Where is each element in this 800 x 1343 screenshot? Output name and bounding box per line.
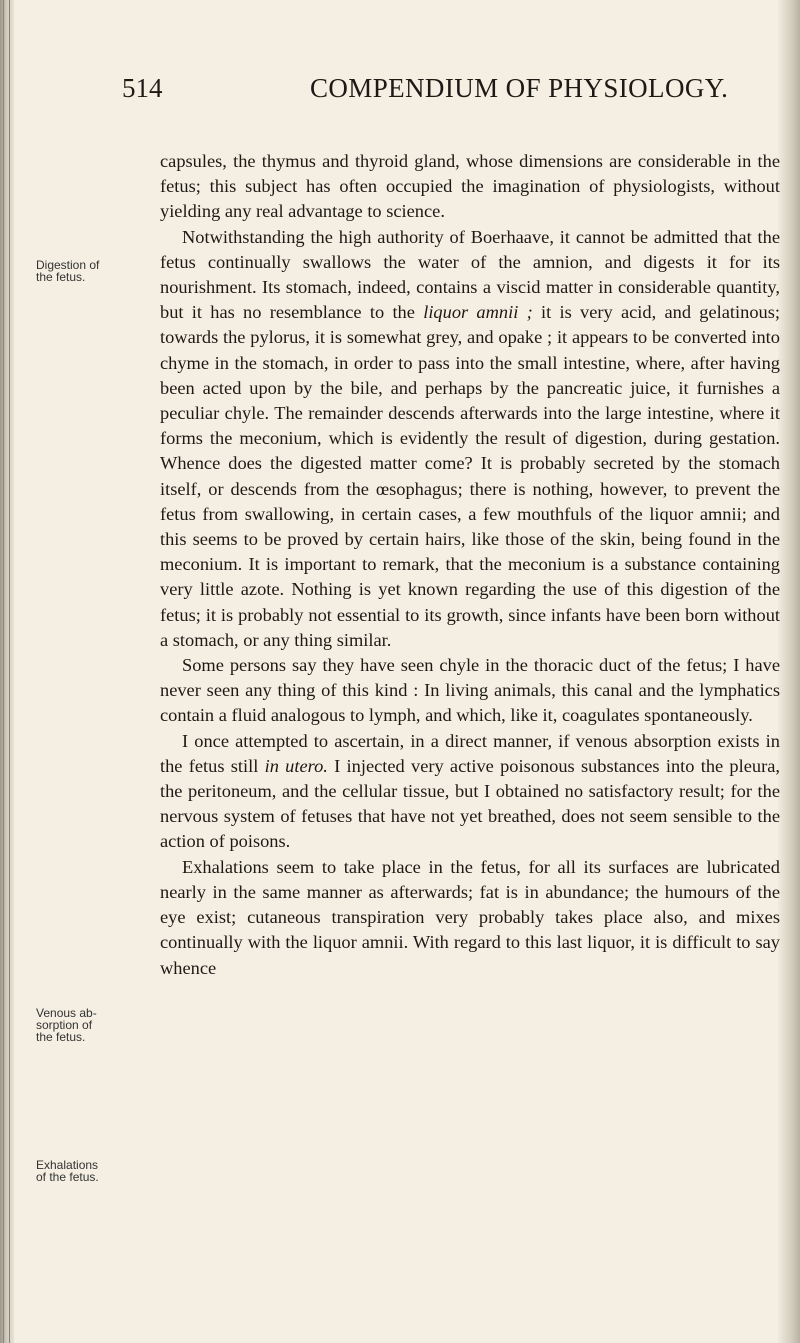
paragraph-text: capsules, the thymus and thyroid gland, whose dimensions are considerable in the fetus; this subject has often occupied the imagination of physiologists, without yielding any real advantage to science. [160,151,780,222]
binding-line [9,0,10,1343]
margin-note-exhalations [36,1159,154,1183]
paragraph [160,653,780,729]
margin-note-venous-absorption [36,1007,154,1043]
margin-note-line: Digestion of [36,258,100,272]
italic-term: in utero. [264,755,328,776]
paragraph [160,855,780,981]
margin-note-line: of the fetus. [36,1170,99,1184]
paragraph-text: I injected very active poisonous substances into the pleura, the peritoneum, and the cellular tissue, but I obtained no satisfactory result; for the nervous system of fetuses that have not yet breathed, does not seem sensible to the action of poisons. [160,755,780,852]
paragraph [160,149,780,225]
paragraph-text: Exhalations seem to take place in the fetus, for all its surfaces are lubricated nearly in the same manner as afterwards; fat is in abundance; the humours of the eye exist; cutaneous transpiration very probably takes place also, and mixes continually with the liquor amnii. With regard to this last liquor, it is difficult to say whence [160,856,780,978]
paragraph-text: it is very acid, and gelatinous; towards the pylorus, it is somewhat grey, and opake ; it appears to be converted into chyme in the stomach, in order to pass into the small intestine, where, after having been acted upon by the bile, and perhaps by the pancreatic juice, it furnishes a peculiar chyle. The remainder descends afterwards into the large intestine, where it forms the meconium, which is evidently the result of digestion, during gestation. Whence does the digested matter come? It is probably secreted by the stomach itself, or descends from the œsophagus; there is nothing, however, to prevent the fetus from swallowing, in certain cases, a few mouthfuls of the liquor amnii; and this seems to be proved by certain hairs, like those of the skin, being found in the meconium. It is important to remark, that the meconium is a substance containing very little azote. Nothing is yet known regarding the use of this digestion of the fetus; it is probably not essential to its growth, since infants have been born without a stomach, or any thing similar. [160,302,780,650]
paragraph-text: Some persons say they have seen chyle in the thoracic duct of the fetus; I have never seen any thing of this kind : In living animals, this canal and the lymphatics contain a fluid analogous to lymph, and which, like it, coagulates spontaneously. [160,655,780,726]
body-text [160,149,780,981]
margin-note-digestion [36,259,154,283]
paragraph [160,729,780,855]
page-header [0,70,800,110]
page-right-edge [778,0,800,1343]
margin-note-line: the fetus. [36,270,86,284]
italic-term: liquor amnii ; [423,302,533,323]
paragraph [160,225,780,653]
paragraph-text: I once attempted to ascertain, in a direct manner, if venous absorption exists in the fetus still [160,730,780,776]
margin-note-line: the fetus. [36,1030,86,1044]
paragraph-text: Notwithstanding the high authority of Boerhaave, it cannot be admitted that the fetus continually swallows the water of the amnion, and digests it for its nourishment. Its stomach, indeed, contains a viscid matter in considerable quantity, but it has no resemblance to the [160,226,780,323]
running-head: COMPENDIUM OF PHYSIOLOGY. [310,73,729,103]
page-number: 514 [122,73,163,103]
binding-line [3,0,4,1343]
margin-note-line: sorption of [36,1018,93,1032]
margin-note-line: Exhalations [36,1158,99,1172]
margin-note-line: Venous ab- [36,1006,97,1020]
